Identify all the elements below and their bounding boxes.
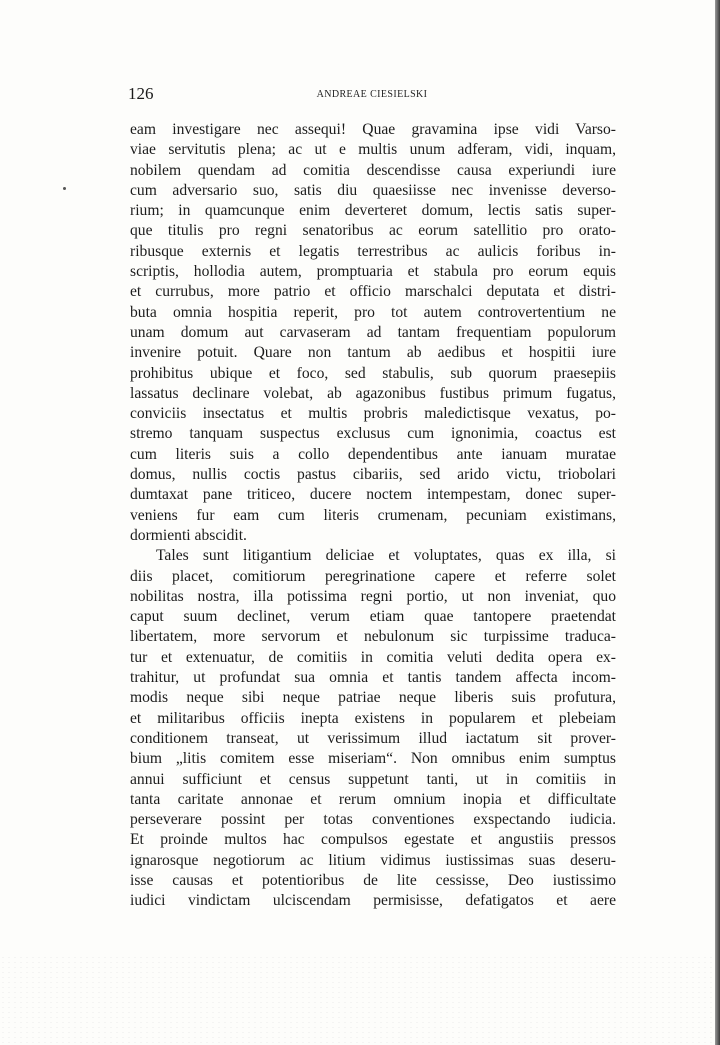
text-line: prohibitus ubique et foco, sed stabulis, sub quorum praesepiis [130, 364, 616, 382]
text-line: que titulis pro regni senatoribus ac eorum satellitio pro orato- [130, 222, 616, 240]
page-edge-shadow [715, 0, 720, 1045]
body-text [130, 120, 616, 912]
running-head: ANDREAE CIESIELSKI [316, 89, 428, 100]
text-line: viae servitutis plena; ac ut e multis unum adferam, vidi, inquam, [130, 141, 616, 159]
text-line: bium „litis comitem esse miseriam“. Non omnibus enim sumptus [130, 750, 616, 768]
page-number: 126 [128, 84, 154, 103]
text-line: ignarosque negotiorum ac litium vidimus iustissimas suas deseru- [130, 851, 616, 869]
text-line: cum literis suis a collo dependentibus ante ianuam muratae [130, 445, 616, 463]
text-line: buta omnia hospitia reperit, pro tot autem controvertentium ne [130, 303, 616, 321]
text-line: invenire potuit. Quare non tantum ab aedibus et hospitii iure [130, 344, 616, 362]
text-line: iudici vindictam ulciscendam permisisse, defatigatos et aere [130, 892, 616, 910]
page-header [128, 84, 616, 106]
text-line: rium; in quamcunque enim deverteret domum, lectis satis super- [130, 202, 616, 220]
text-line: trahitur, ut profundat sua omnia et tantis tandem affecta incom- [130, 669, 616, 687]
text-line: veniens fur eam cum literis crumenam, pecuniam existimans, [130, 506, 616, 524]
text-line: lassatus declinare volebat, ab agazonibus fustibus primum fugatus, [130, 384, 616, 402]
text-line: eam investigare nec assequi! Quae gravamina ipse vidi Varso- [130, 121, 616, 138]
text-line: conditionem transeat, ut verissimum illud iactatum sit prover- [130, 729, 616, 747]
text-line: libertatem, more servorum et nebulonum sic turpissime traduca- [130, 628, 616, 646]
text-line: nobilem quendam ad comitia descendisse causa experiundi iure [130, 161, 616, 179]
paragraph-end-line: dormienti abscidit. [130, 526, 247, 544]
text-line: perseverare possint per totas conventiones exspectando iudicia. [130, 811, 616, 829]
text-line: tur et extenuatur, de comitiis in comitia veluti dedita opera ex- [130, 648, 616, 666]
stray-ink-mark [63, 187, 66, 190]
text-line: stremo tanquam suspectus exclusus cum ignonimia, coactus est [130, 425, 616, 443]
text-line: diis placet, comitiorum peregrinatione capere et referre solet [130, 567, 616, 585]
text-line: annui sufficiunt et census suppetunt tanti, ut in comitiis in [130, 770, 616, 788]
text-line: cum adversario suo, satis diu quaesiisse nec invenisse deverso- [130, 181, 616, 199]
text-line: Et proinde multos hac compulsos egestate et angustiis pressos [130, 831, 616, 849]
text-line: tanta caritate annonae et rerum omnium inopia et difficultate [130, 790, 616, 808]
text-line: nobilitas nostra, illa potissima regni portio, ut non inveniat, quo [130, 587, 616, 605]
text-line: domus, nullis coctis pastus cibariis, sed arido victu, triobolari [130, 466, 616, 484]
text-line: dumtaxat pane triticeo, ducere noctem intempestam, donec super- [130, 486, 616, 504]
paper-speckle [0, 955, 720, 1045]
text-line: unam domum aut carvaseram ad tantam frequentiam populorum [130, 323, 616, 341]
text-line: et currubus, more patrio et officio marschalci deputata et distri- [130, 283, 616, 301]
paragraph-start-line: Tales sunt litigantium deliciae et voluptates, quas ex illa, si [156, 547, 616, 565]
text-line: ribusque externis et legatis terrestribus ac aulicis foribus in- [130, 242, 616, 260]
text-line: scriptis, hollodia autem, promptuaria et stabula pro eorum equis [130, 263, 616, 281]
text-line: caput suum declinet, verum etiam quae tantopere praetendat [130, 608, 616, 626]
text-line: isse causas et potentioribus de lite cessisse, Deo iustissimo [130, 871, 616, 889]
text-line: et militaribus officiis inepta existens in popularem et plebeiam [130, 709, 616, 727]
text-line: modis neque sibi neque patriae neque liberis suis profutura, [130, 689, 616, 707]
text-line: conviciis insectatus et multis probris maledictisque vexatus, po- [130, 405, 616, 423]
